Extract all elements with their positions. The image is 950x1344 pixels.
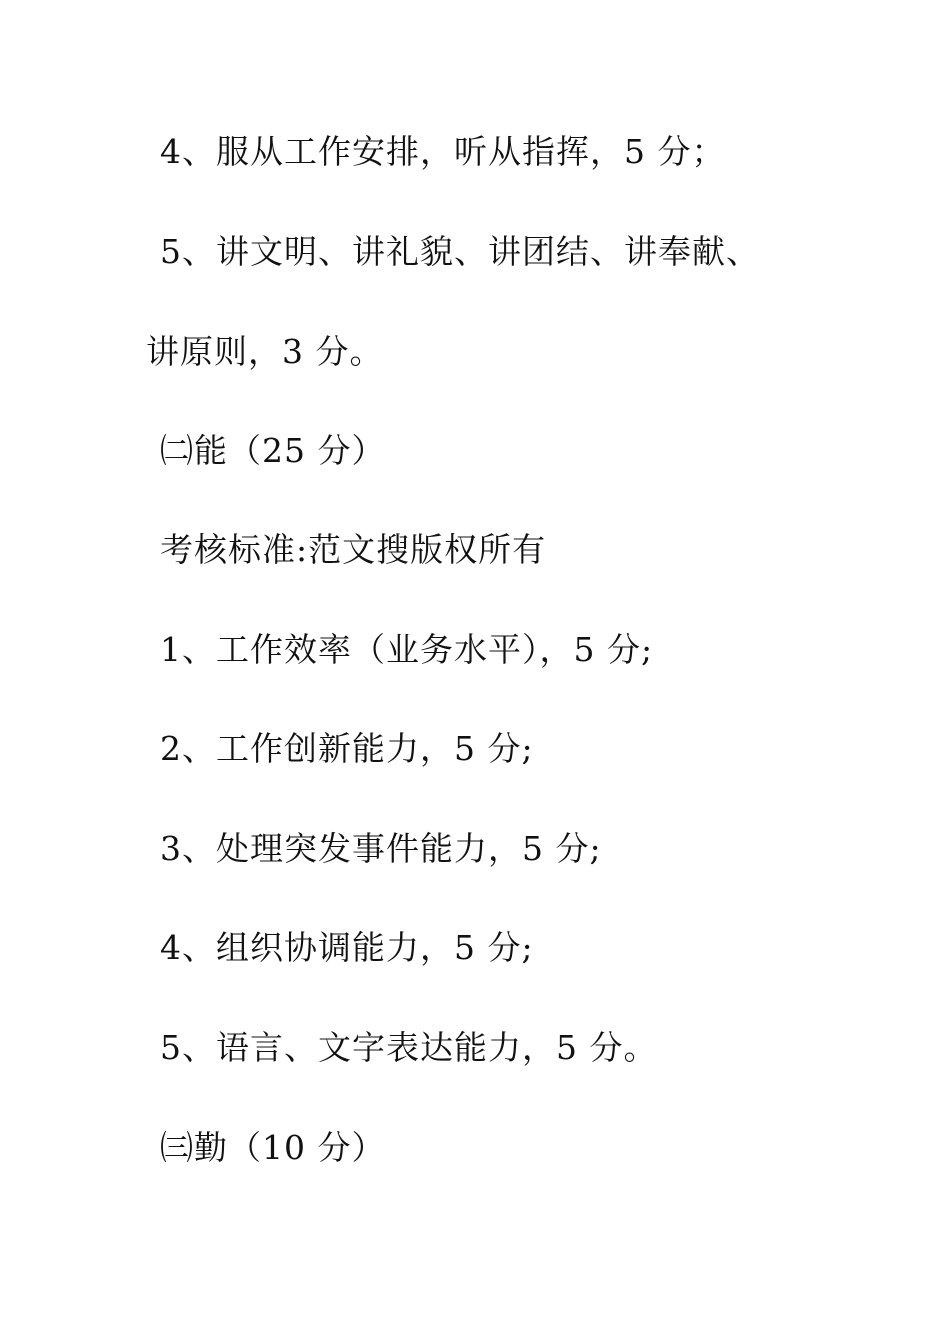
list-item: 2、工作创新能力，5 分; <box>160 729 534 768</box>
list-item: 3、处理突发事件能力，5 分; <box>160 829 602 868</box>
paragraph-line: 4、服从工作安排，听从指挥，5 分； <box>160 132 726 171</box>
list-item: 4、组织协调能力，5 分; <box>160 928 534 967</box>
paragraph-line: 讲原则，3 分。 <box>146 332 384 371</box>
list-item: 1、工作效率（业务水平），5 分; <box>160 630 654 669</box>
section-heading: ㈡能（25 分） <box>160 431 386 470</box>
section-heading: ㈢勤（10 分） <box>160 1128 386 1167</box>
paragraph-line: 5、讲文明、讲礼貌、讲团结、讲奉献、 <box>160 232 760 271</box>
paragraph-line: 考核标准:范文搜版权所有 <box>160 530 547 569</box>
list-item: 5、语言、文字表达能力，5 分。 <box>160 1028 658 1067</box>
